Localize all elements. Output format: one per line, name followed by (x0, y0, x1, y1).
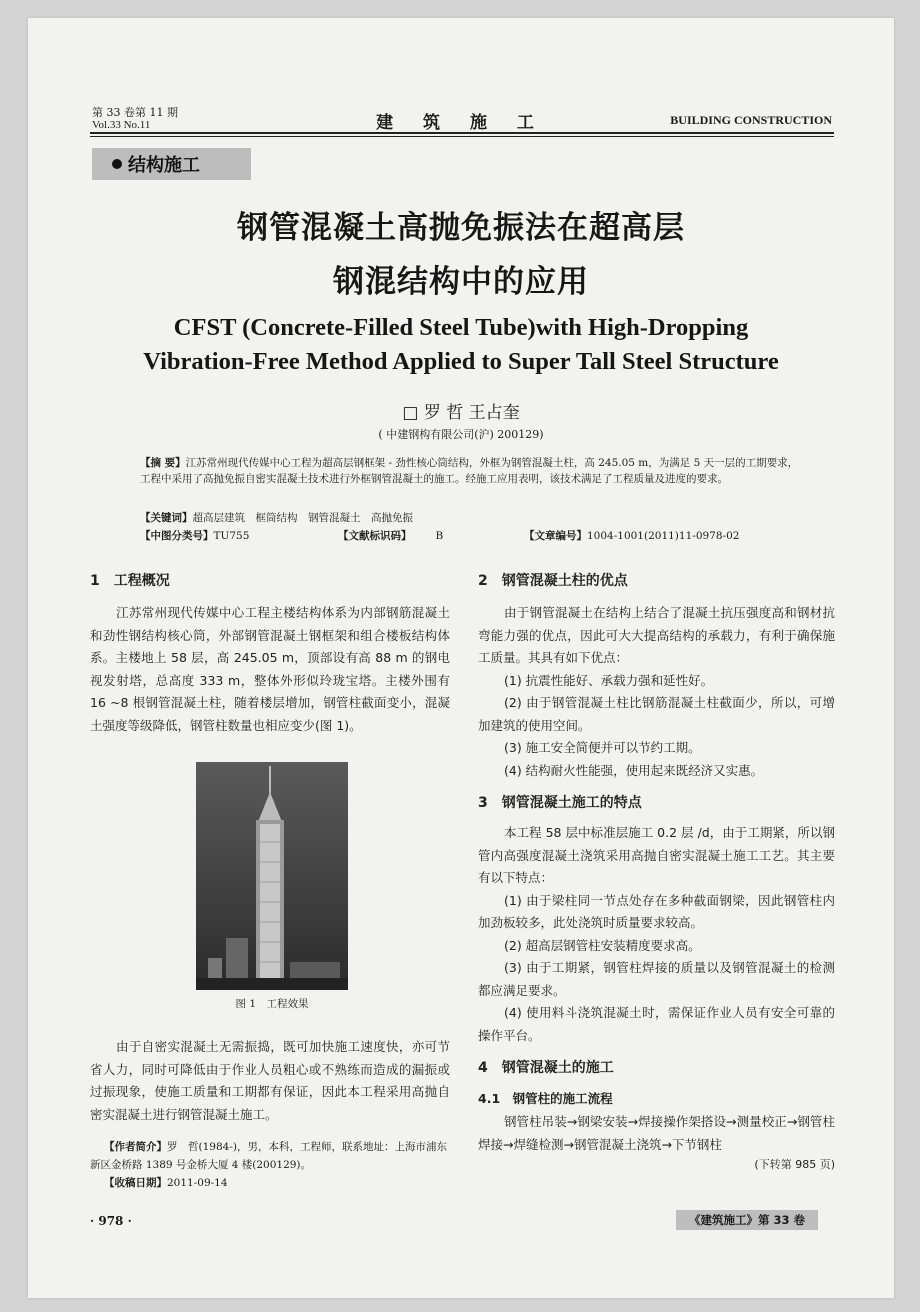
section-1-paragraph: 江苏常州现代传媒中心工程主楼结构体系为内部钢筋混凝土和劲性钢结构核心筒，外部钢管混凝土钢框架和组合楼板结构体系。主楼地上 58 层，高 245.05 m，顶部设有高 88 m 的钢电视发射塔，总高度 333 m，整体外形似玲珑宝塔。主楼外围有 16 ~8 根钢管混凝土柱，随着楼层增加，钢管柱截面变小，混凝土强度等级降低，钢管柱数量也相应变少(图 1)。 (90, 605, 450, 733)
section-4-heading: 4 钢管混凝土的施工 (478, 1060, 614, 1076)
section-tag-label: 结构施工 (128, 155, 200, 176)
abstract-text: 江苏常州现代传媒中心工程为超高层钢框架 - 劲性核心筒结构，外框为钢管混凝土柱，高 245.05 m，为满足 5 天一层的工期要求，工程中采用了高抛免振自密实混凝土技术进行外框钢管混凝土的施工。经施工应用表明，该技术满足了工程质量及进度的要求。 (140, 457, 799, 485)
journal-title-en: BUILDING CONSTRUCTION (670, 113, 832, 127)
author-bio (90, 1138, 452, 1192)
section-3-paragraph: 本工程 58 层中标准层施工 0.2 层 /d，由于工期紧，所以钢管内高强度混凝土浇筑采用高抛自密实混凝土施工工艺。其主要有以下特点： (478, 825, 835, 885)
section-1-paragraph-2: 由于自密实混凝土无需振捣，既可加快施工速度快，亦可节省人力，同时可降低由于作业人员粗心或不熟练而造成的漏振或过振现象，使施工质量和工期都有保证，因此本工程采用高抛自密实混凝土进行钢管混凝土施工。 (90, 1039, 450, 1122)
skyscraper-photo-icon (196, 762, 348, 990)
section-3-item: (4) 使用料斗浇筑混凝土时，需保证作业人员有安全可靠的操作平台。 (478, 1005, 835, 1043)
article-number (524, 528, 739, 543)
article-label: 【文章编号】 (524, 530, 587, 542)
section-3-item: (2) 超高层钢管柱安装精度要求高。 (504, 937, 701, 953)
received-date (90, 1174, 452, 1192)
title-en-line1: CFST (Concrete-Filled Steel Tube)with High-Dropping (173, 314, 749, 341)
section-2-heading: 2 钢管混凝土柱的优点 (478, 573, 628, 589)
article-value: 1004-1001(2011)11-0978-02 (587, 530, 740, 542)
affiliation: ( 中建钢构有限公司(沪) 200129) (378, 428, 544, 441)
title-cn-line2: 钢混结构中的应用 (333, 264, 589, 300)
section-tag (92, 148, 251, 180)
right-column (478, 566, 835, 1174)
header-rule (90, 132, 834, 134)
doc-code (338, 528, 443, 543)
received-text: 2011-09-14 (167, 1177, 228, 1189)
title-en-line2: Vibration-Free Method Applied to Super Tall Steel Structure (143, 348, 779, 375)
section-2-item: (1) 抗震性能好、承载力强和延性好。 (504, 672, 714, 688)
section-4-1-heading: 4.1 钢管柱的施工流程 (478, 1091, 613, 1106)
keywords-label: 【关键词】 (140, 512, 193, 524)
doc-value: B (435, 530, 444, 542)
clc-label: 【中图分类号】 (140, 530, 214, 542)
title-cn-line1: 钢管混凝土高抛免振法在超高层 (237, 210, 685, 246)
journal-page (28, 18, 894, 1298)
section-4-1-paragraph: 钢管柱吊装→钢梁安装→焊接操作架搭设→测量校正→钢管柱焊接→焊缝检测→钢管混凝土浇筑→下节钢柱 (478, 1114, 835, 1152)
section-3-item: (1) 由于梁柱同一节点处存在多种截面钢梁，因此钢管柱内加劲板较多，此处浇筑时质量要求较高。 (478, 892, 835, 930)
clc-code (140, 528, 249, 543)
doc-label: 【文献标识码】 (338, 530, 412, 542)
keywords-text: 超高层建筑 框筒结构 钢管混凝土 高抛免振 (192, 512, 413, 524)
bullet-icon (112, 159, 122, 169)
keywords (140, 510, 413, 525)
clc-value: TU755 (213, 530, 250, 542)
author-bio-text: 罗 哲(1984-)，男，本科，工程师，联系地址：上海市浦东新区金桥路 1389 号金桥大厦 4 楼(200129)。 (90, 1141, 447, 1171)
section-2-item: (4) 结构耐火性能强，使用起来既经济又实惠。 (504, 762, 764, 778)
page-number: · 978 · (90, 1214, 132, 1228)
figure-1-image (196, 762, 348, 990)
header-rule-thin (90, 136, 834, 137)
continued-note: (下转第 985 页) (754, 1158, 835, 1171)
author-bio-line (90, 1138, 452, 1174)
volume-line-cn: 第 33 卷第 11 期 (92, 106, 178, 119)
volume-line-en: Vol.33 No.11 (92, 119, 151, 131)
abstract-label: 【摘 要】 (140, 457, 186, 469)
section-1-continued (90, 1036, 450, 1126)
section-2-item: (2) 由于钢管混凝土柱比钢筋混凝土柱截面少，所以，可增加建筑的使用空间。 (478, 695, 835, 733)
section-3-heading: 3 钢管混凝土施工的特点 (478, 795, 642, 811)
abstract (140, 455, 802, 487)
section-1 (90, 566, 450, 737)
author-bio-label: 【作者简介】 (104, 1141, 167, 1153)
journal-title-cn: 建 筑 施 工 (376, 113, 546, 133)
journal-volume-badge: 《建筑施工》第 33 卷 (676, 1210, 818, 1230)
figure-1-caption: 图 1 工程效果 (235, 998, 309, 1010)
received-label: 【收稿日期】 (104, 1177, 167, 1189)
section-3-item: (3) 由于工期紧，钢管柱焊接的质量以及钢管混凝土的检测都应满足要求。 (478, 960, 835, 998)
section-2-item: (3) 施工安全简便并可以节约工期。 (504, 740, 701, 755)
section-2-paragraph: 由于钢管混凝土在结构上结合了混凝土抗压强度高和钢材抗弯能力强的优点，因此可大大提高结构的承载力，有利于确保施工质量。其具有如下优点： (478, 605, 835, 665)
section-1-heading: 1 工程概况 (90, 573, 170, 589)
authors: □ 罗 哲 王占奎 (402, 403, 520, 423)
